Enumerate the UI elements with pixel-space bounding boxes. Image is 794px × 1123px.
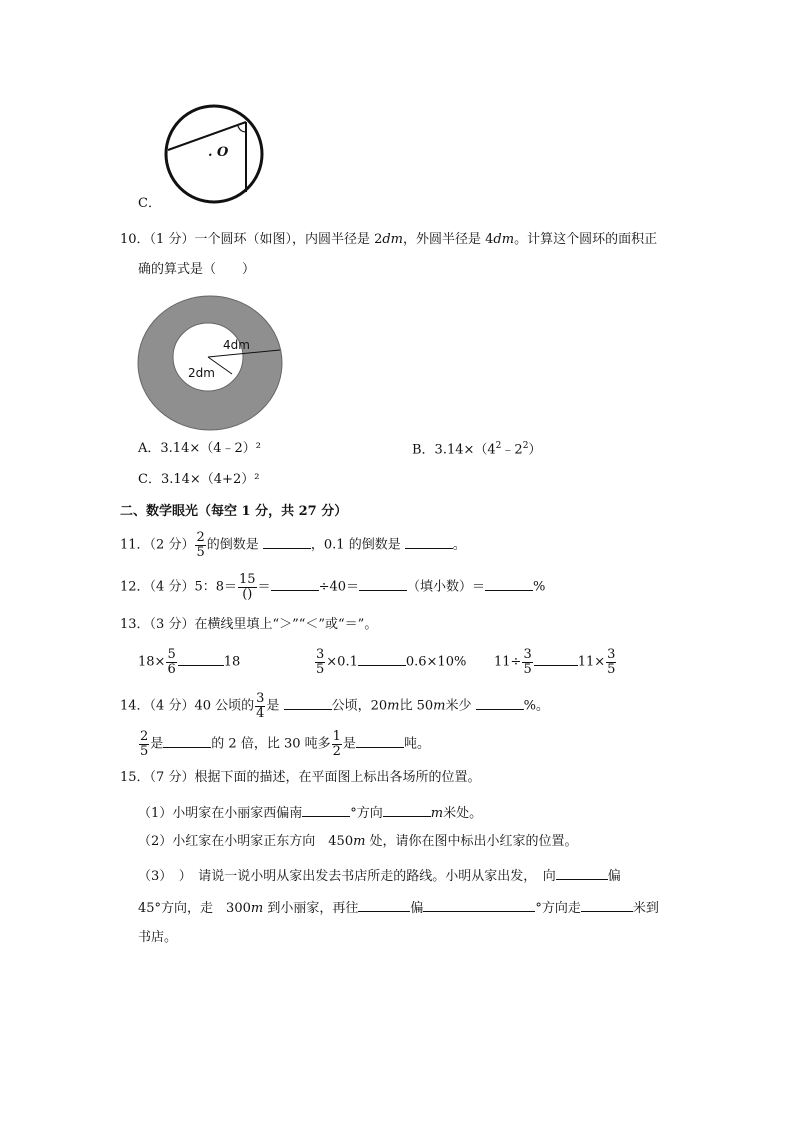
q12: 12．（4 分）5：8＝ $\frac{15}{()}$ ＝ ÷40＝ （填小数）＝ % [120,572,546,602]
q13-stem: 13．（3 分）在横线里填上“＞”“＜”或“＝”。 [120,617,378,632]
q10-option-b[interactable]: B．$3.14\times(4^2﹣2^2)$ [412,441,542,458]
section2-title: 二、数学眼光（每空 1 分，共 27 分） [120,504,348,519]
q15-blank-3[interactable] [556,866,608,880]
q13-expr-1: 18× $\frac{5}{6}$ 18 [138,647,241,677]
q15-sub3-line1: （3） ） 请说一说小明从家出发去书店所走的路线。小明从家出发， 向 偏 [138,866,621,885]
q13-blank-2[interactable] [358,652,406,666]
q15-blank-1[interactable] [302,803,350,817]
ring-figure [136,294,284,432]
q12-blank-3[interactable] [485,577,533,591]
q15-blank-4[interactable] [358,898,410,912]
q10-option-a[interactable]: A．3.14×（4﹣2）² [138,441,261,456]
q11-blank-2[interactable] [405,535,453,549]
q14-blank-4[interactable] [356,734,404,748]
q13-expr-2: $\frac{3}{5}$ ×0.1 0.6×10% [316,647,467,677]
q12-blank-2[interactable] [359,577,407,591]
q14-line1: 14．（4 分）40 公顷的 $\frac{3}{4}$ 是 公顷，20m比 50m米少 %。 [120,691,549,721]
fraction: $\frac{2}{5}$ [196,530,205,560]
q14-line2: $\frac{2}{5}$ 是 的 2 倍，比 30 吨多 $\frac{1}{2}$ 是 吨。 [140,729,430,759]
ring-inner-label: 2dm [188,366,215,380]
q11: 11．（2 分） $\frac{2}{5}$ 的倒数是 ，0.1 的倒数是 。 [120,530,466,560]
q15-sub3-line2: 45°方向，走 300m 到小丽家，再往 偏 °方向走 米到 [138,898,659,917]
q14-blank-1[interactable] [284,696,332,710]
option-c-label: C． [138,196,161,211]
q15-sub3-line3: 书店。 [138,930,178,945]
q13-expr-3: 11÷ $\frac{3}{5}$ 11× $\frac{3}{5}$ [494,647,616,677]
q15-blank-2[interactable] [383,803,431,817]
q10-option-c[interactable]: C．3.14×（4+2）² [138,472,260,487]
circle-center-label: . O [208,145,229,160]
q13-blank-1[interactable] [178,652,224,666]
q15-blank-5[interactable] [423,898,535,912]
q14-blank-3[interactable] [163,734,211,748]
fraction: $\frac{15}{()}$ [239,572,256,602]
q15-sub2: （2）小红家在小明家正东方向 450m 处，请你在图中标出小红家的位置。 [138,834,578,849]
q15-stem: 15．（7 分）根据下面的描述，在平面图上标出各场所的位置。 [120,770,481,785]
q10-stem-line2: 确的算式是（ ） [138,262,256,277]
q11-blank-1[interactable] [263,535,311,549]
q15-sub1: （1）小明家在小丽家西偏南 °方向 m米处。 [138,803,482,822]
ring-outer-label: 4dm [223,338,250,352]
q10-stem-line1: 10．（1 分）一个圆环（如图），内圆半径是 2dm，外圆半径是 4dm。计算这个圆环的面积正 [120,232,658,247]
q14-blank-2[interactable] [476,696,524,710]
q13-blank-3[interactable] [534,652,578,666]
q15-blank-6[interactable] [581,898,633,912]
q12-blank-1[interactable] [271,577,319,591]
